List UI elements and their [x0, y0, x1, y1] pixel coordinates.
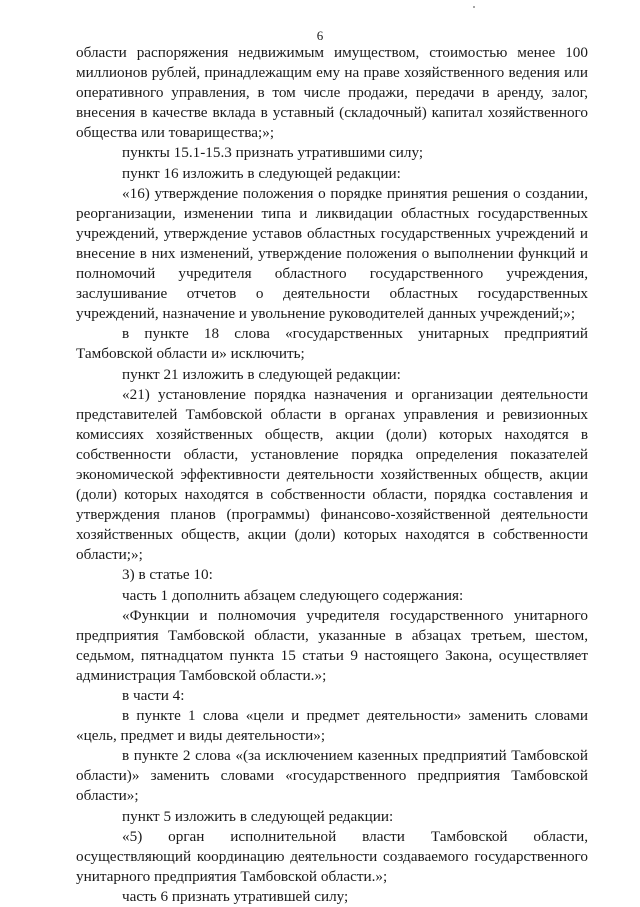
paragraph-part-4-item-5-text: «5) орган исполнительной власти Тамбовской области, осуществляющий координацию деятельности создаваемого государственного унитарного предприятия Тамбовской области.»;: [76, 827, 588, 885]
paragraph-part-4-item-1: в пункте 1 слова «цели и предмет деятельности» заменить словами «цель, предмет и виды деятельности»;: [76, 707, 588, 745]
paragraph-part-1-text: «Функции и полномочия учредителя государственного унитарного предприятия Тамбовской области, указанные в абзацах третьем, шестом, седьмом, пятнадцатом пункта 15 статьи 9 настоящего Закона, осуществляет администрация Тамбовской области.»;: [76, 606, 588, 684]
paragraph-item-18: в пункте 18 слова «государственных унитарных предприятий Тамбовской области и» исключить;: [76, 325, 588, 363]
paragraph-item-21-intro: пункт 21 изложить в следующей редакции:: [122, 365, 401, 383]
paragraph-item-16-text: «16) утверждение положения о порядке принятия решения о создании, реорганизации, изменении типа и ликвидации областных государственных учреждений, утверждение уставов областных государственных учреждений и внесение в них изменений, утверждение положения о выполнении функций и полномочий учредителя областного государственного учреждения, заслушивание отчетов о деятельности областных государственных учреждений, назначение и увольнение руководителей данных учреждений;»;: [76, 184, 588, 323]
paragraph-article-10: 3) в статье 10:: [122, 566, 213, 584]
paragraph-item-21-text: «21) установление порядка назначения и организации деятельности представителей Тамбовской области в органах управления и ревизионных комиссиях хозяйственных обществ, акции (доли) которых находятся в собственности области, установление порядка определения показателей экономической эффективности деятельности хозяйственных обществ, акции (доли) которых находятся в собственности области, порядка составления и утверждения планов (программы) финансово-хозяйственной деятельности хозяйственных обществ, акции (доли) которых находятся в собственности области;»;: [76, 385, 588, 564]
paragraph-part-4-item-2: в пункте 2 слова «(за исключением казенных предприятий Тамбовской области)» заменить словами «государственного предприятия Тамбовской области»;: [76, 747, 588, 805]
paragraph-property-disposal: области распоряжения недвижимым имуществом, стоимостью менее 100 миллионов рублей, принадлежащим ему на праве хозяйственного ведения или оперативного управления, в том числе продажи, передачи в аренду, залог, внесения в качестве вклада в уставный (складочный) капитал хозяйственного общества или товарищества;»;: [76, 44, 588, 142]
page-number: 6: [316, 28, 324, 43]
paragraph-part-4: в части 4:: [122, 687, 185, 704]
document-body: [76, 43, 588, 907]
paragraph-part-1-intro: часть 1 дополнить абзацем следующего содержания:: [122, 586, 464, 604]
paragraph-part-4-item-5-intro: пункт 5 изложить в следующей редакции:: [122, 807, 394, 825]
paragraph-item-16-intro: пункт 16 изложить в следующей редакции:: [122, 164, 401, 182]
scan-speck: [473, 6, 475, 8]
paragraph-items-15-repeal: пункты 15.1-15.3 признать утратившими силу;: [122, 144, 424, 162]
paragraph-part-6-repeal: часть 6 признать утратившей силу;: [122, 887, 349, 905]
